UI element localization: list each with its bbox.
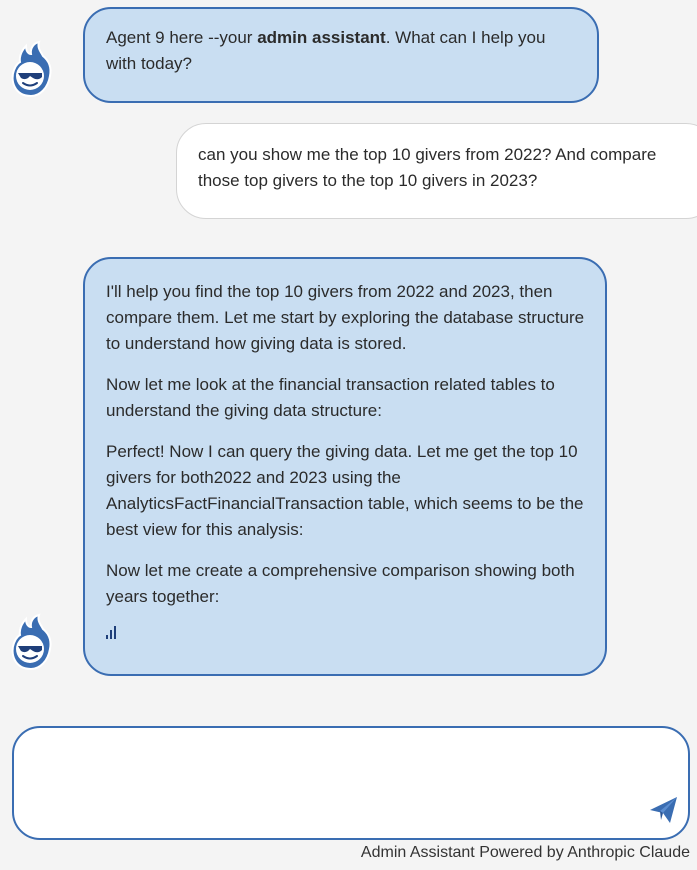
powered-by-footer: Admin Assistant Powered by Anthropic Claude [360,844,690,861]
typing-indicator-icon [106,625,589,639]
agent-message-bubble [83,257,607,676]
message-text: Agent 9 here --your [106,28,258,47]
send-button[interactable] [648,794,680,826]
agent-mascot-icon [8,613,54,671]
message-composer [12,726,690,840]
user-message-bubble [176,123,697,219]
message-text: . What can I help you with today? [106,28,546,73]
message-text: can you show me the top 10 givers from 2022? And compare those top givers to the top 10 givers in 2023? [198,145,657,190]
send-icon [650,797,677,823]
message-paragraph: I'll help you find the top 10 givers from 2022 and 2023, then compare them. Let me start by exploring the database structure to understand how giving data is stored. [106,282,585,353]
message-input[interactable] [34,744,618,826]
message-paragraph: Now let me look at the financial transaction related tables to understand the giving data structure: [106,375,555,420]
message-paragraph: Perfect! Now I can query the giving data. Let me get the top 10 givers for both2022 and 2023 using the AnalyticsFactFinancialTransaction table, which seems to be the best view for this analysis: [106,442,584,539]
agent-mascot-icon [8,40,54,98]
agent-message-bubble [83,7,599,103]
message-text-bold: admin assistant [257,28,386,47]
message-paragraph: Now let me create a comprehensive comparison showing both years together: [106,561,575,606]
